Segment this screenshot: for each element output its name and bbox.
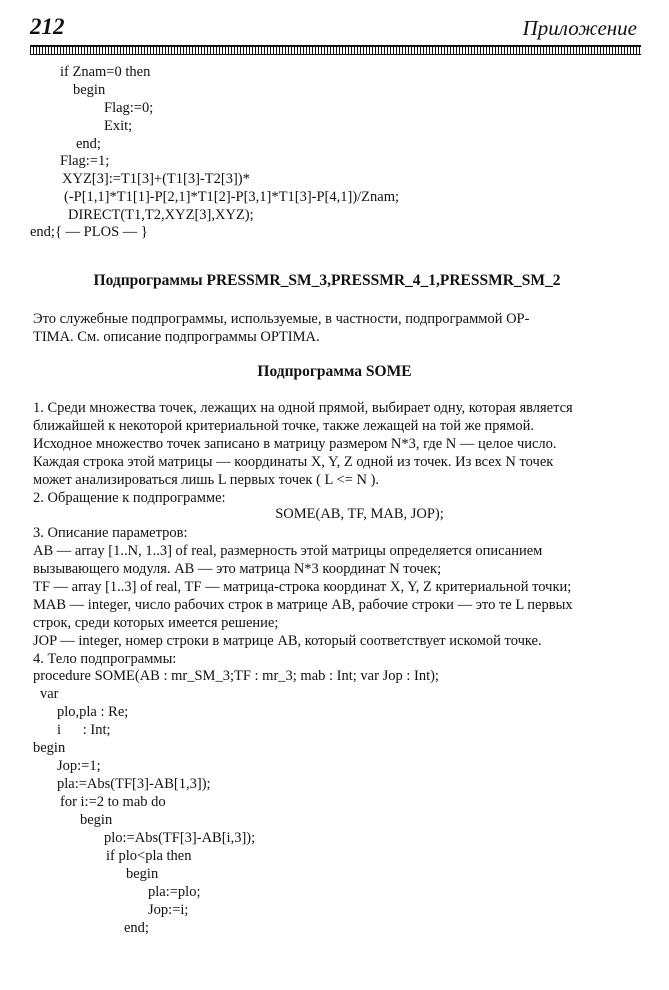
code-line: XYZ[3]:=T1[3]+(T1[3]-T2[3])* <box>62 171 250 187</box>
text-line: Это служебные подпрограммы, используемые, в частности, подпрограммой OP- <box>33 311 530 327</box>
code-line: begin <box>80 812 113 828</box>
text-line: Каждая строка этой матрицы — координаты X, Y, Z одной из точек. Из всех N точек <box>33 454 554 470</box>
code-line: Jop:=i; <box>148 902 189 918</box>
text-line: ближайшей к некоторой критериальной точке, также лежащей на той же прямой. <box>33 418 535 434</box>
code-line: plo,pla : Re; <box>57 704 129 720</box>
header-rule <box>30 45 641 55</box>
code-line: Flag:=0; <box>104 100 154 116</box>
item1-paragraph <box>33 399 629 489</box>
item4-label: 4. Тело подпрограммы: <box>33 651 177 667</box>
text-line: TF — array [1..3] of real, TF — матрица-строка координат X, Y, Z критериальной точки; <box>33 579 572 595</box>
code-line: end; <box>124 920 149 936</box>
params-paragraph <box>33 542 629 650</box>
code-line: pla:=plo; <box>148 884 201 900</box>
code-line: begin <box>73 82 106 98</box>
code-line: i : Int; <box>57 722 111 738</box>
text-line: вызывающего модуля. AB — это матрица N*3 координат N точек; <box>33 561 442 577</box>
text-line: TIMA. См. описание подпрограммы OPTIMA. <box>33 329 320 345</box>
text-line: Исходное множество точек записано в матрицу размером N*3, где N — целое число. <box>33 436 557 452</box>
section-heading-pressmr: Подпрограммы PRESSMR_SM_3,PRESSMR_4_1,PRESSMR_SM_2 <box>93 272 561 289</box>
code-line: pla:=Abs(TF[3]-AB[1,3]); <box>57 776 211 792</box>
code-line: var <box>40 686 59 702</box>
code-line: begin <box>33 740 66 756</box>
item3-label: 3. Описание параметров: <box>33 525 188 541</box>
code-line: begin <box>126 866 159 882</box>
text-line: MAB — integer, число рабочих строк в матрице AB, рабочие строки — это те L первых <box>33 597 573 613</box>
code-line: end; <box>76 136 101 152</box>
code-line: Flag:=1; <box>60 153 110 169</box>
code-line: for i:=2 to mab do <box>60 794 166 810</box>
code-line: procedure SOME(AB : mr_SM_3;TF : mr_3; mab : Int; var Jop : Int); <box>33 668 439 684</box>
code-line: (-P[1,1]*T1[1]-P[2,1]*T1[2]-P[3,1]*T1[3]-P[4,1])/Znam; <box>64 189 400 205</box>
call-statement: SOME(AB, TF, MAB, JOP); <box>275 506 444 522</box>
code-line: Exit; <box>104 118 133 134</box>
text-line: может анализироваться лишь L первых точек ( L <= N ). <box>33 472 380 488</box>
running-title: Приложение <box>522 16 637 40</box>
section1-paragraph <box>33 310 629 346</box>
code-line: if Znam=0 then <box>60 64 151 80</box>
code-line: plo:=Abs(TF[3]-AB[i,3]); <box>104 830 256 846</box>
text-line: AB — array [1..N, 1..3] of real, размерность этой матрицы определяется описанием <box>33 543 543 559</box>
section-heading-some: Подпрограмма SOME <box>257 363 412 380</box>
text-line: JOP — integer, номер строки в матрице AB, который соответствует искомой точке. <box>33 633 542 649</box>
code-line: DIRECT(T1,T2,XYZ[3],XYZ); <box>68 207 254 223</box>
code-line: if plo<pla then <box>106 848 192 864</box>
text-line: строк, среди которых имеется решение; <box>33 615 279 631</box>
code-line: Jop:=1; <box>57 758 101 774</box>
page-number: 212 <box>30 14 65 39</box>
item2-label: 2. Обращение к подпрограмме: <box>33 490 226 506</box>
code-line: end;{ — PLOS — } <box>30 224 148 240</box>
text-line: 1. Среди множества точек, лежащих на одной прямой, выбирает одну, которая является <box>33 400 573 416</box>
